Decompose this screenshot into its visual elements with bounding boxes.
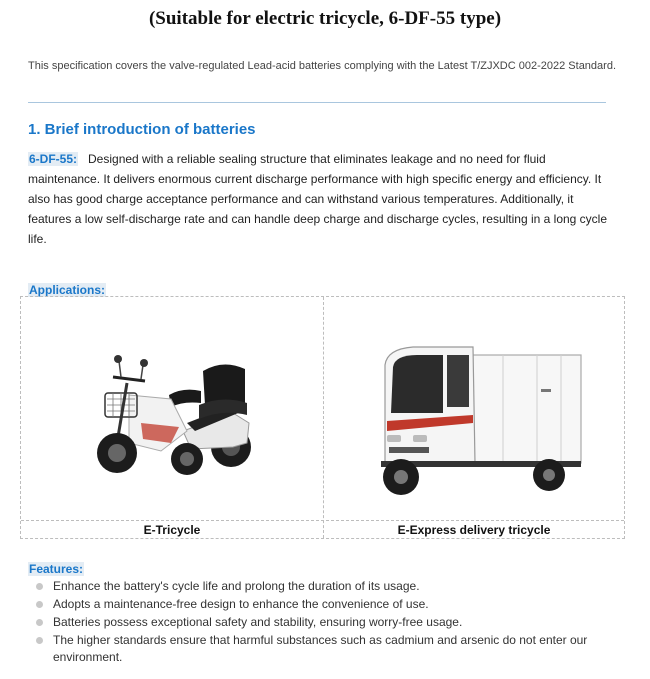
feature-item — [28, 614, 618, 631]
page-title: (Suitable for electric tricycle, 6-DF-55 type) — [148, 8, 502, 29]
bullet-icon — [36, 619, 43, 626]
section-heading: 1. Brief introduction of batteries — [28, 121, 256, 138]
feature-text: Batteries possess exceptional safety and stability, ensuring worry-free usage. — [53, 615, 463, 629]
feature-text: Adopts a maintenance-free design to enhance the convenience of use. — [53, 597, 429, 611]
column-divider — [323, 297, 324, 538]
feature-item — [28, 578, 618, 595]
app-caption-delivery: E-Express delivery tricycle — [397, 523, 551, 537]
feature-item — [28, 632, 618, 666]
bullet-icon — [36, 583, 43, 590]
applications-heading-label: Applications: — [29, 283, 106, 297]
intro-paragraph — [28, 149, 618, 249]
feature-text: The higher standards ensure that harmful substances such as cadmium and arsenic do not enter our environment. — [53, 633, 588, 664]
applications-table — [20, 296, 625, 539]
features-list — [28, 578, 618, 667]
feature-item — [28, 596, 618, 613]
app-caption-tricycle: E-Tricycle — [143, 523, 201, 537]
features-heading-label: Features: — [29, 562, 84, 576]
bullet-icon — [36, 601, 43, 608]
row-divider — [21, 520, 624, 521]
delivery-tricycle-image — [373, 343, 583, 503]
spec-text: This specification covers the valve-regulated Lead-acid batteries complying with the Latest T/ZJXDC 002-2022 Standard. — [28, 60, 616, 72]
intro-text: Designed with a reliable sealing structure that eliminates leakage and no need for fluid maintenance. It delivers enormous current discharge performance with high specific energy and efficiency. It also has good charge acceptance performance and can withstand various temperatures. Additionally, it features a low self-discharge rate and can handle deep charge and discharge cycles, resulting in a long cycle life. — [28, 152, 608, 246]
bullet-icon — [36, 637, 43, 644]
divider — [28, 102, 606, 103]
electric-tricycle-image — [83, 319, 263, 499]
model-label: 6-DF-55: — [29, 152, 78, 166]
feature-text: Enhance the battery's cycle life and prolong the duration of its usage. — [53, 579, 420, 593]
features-heading — [28, 560, 84, 578]
